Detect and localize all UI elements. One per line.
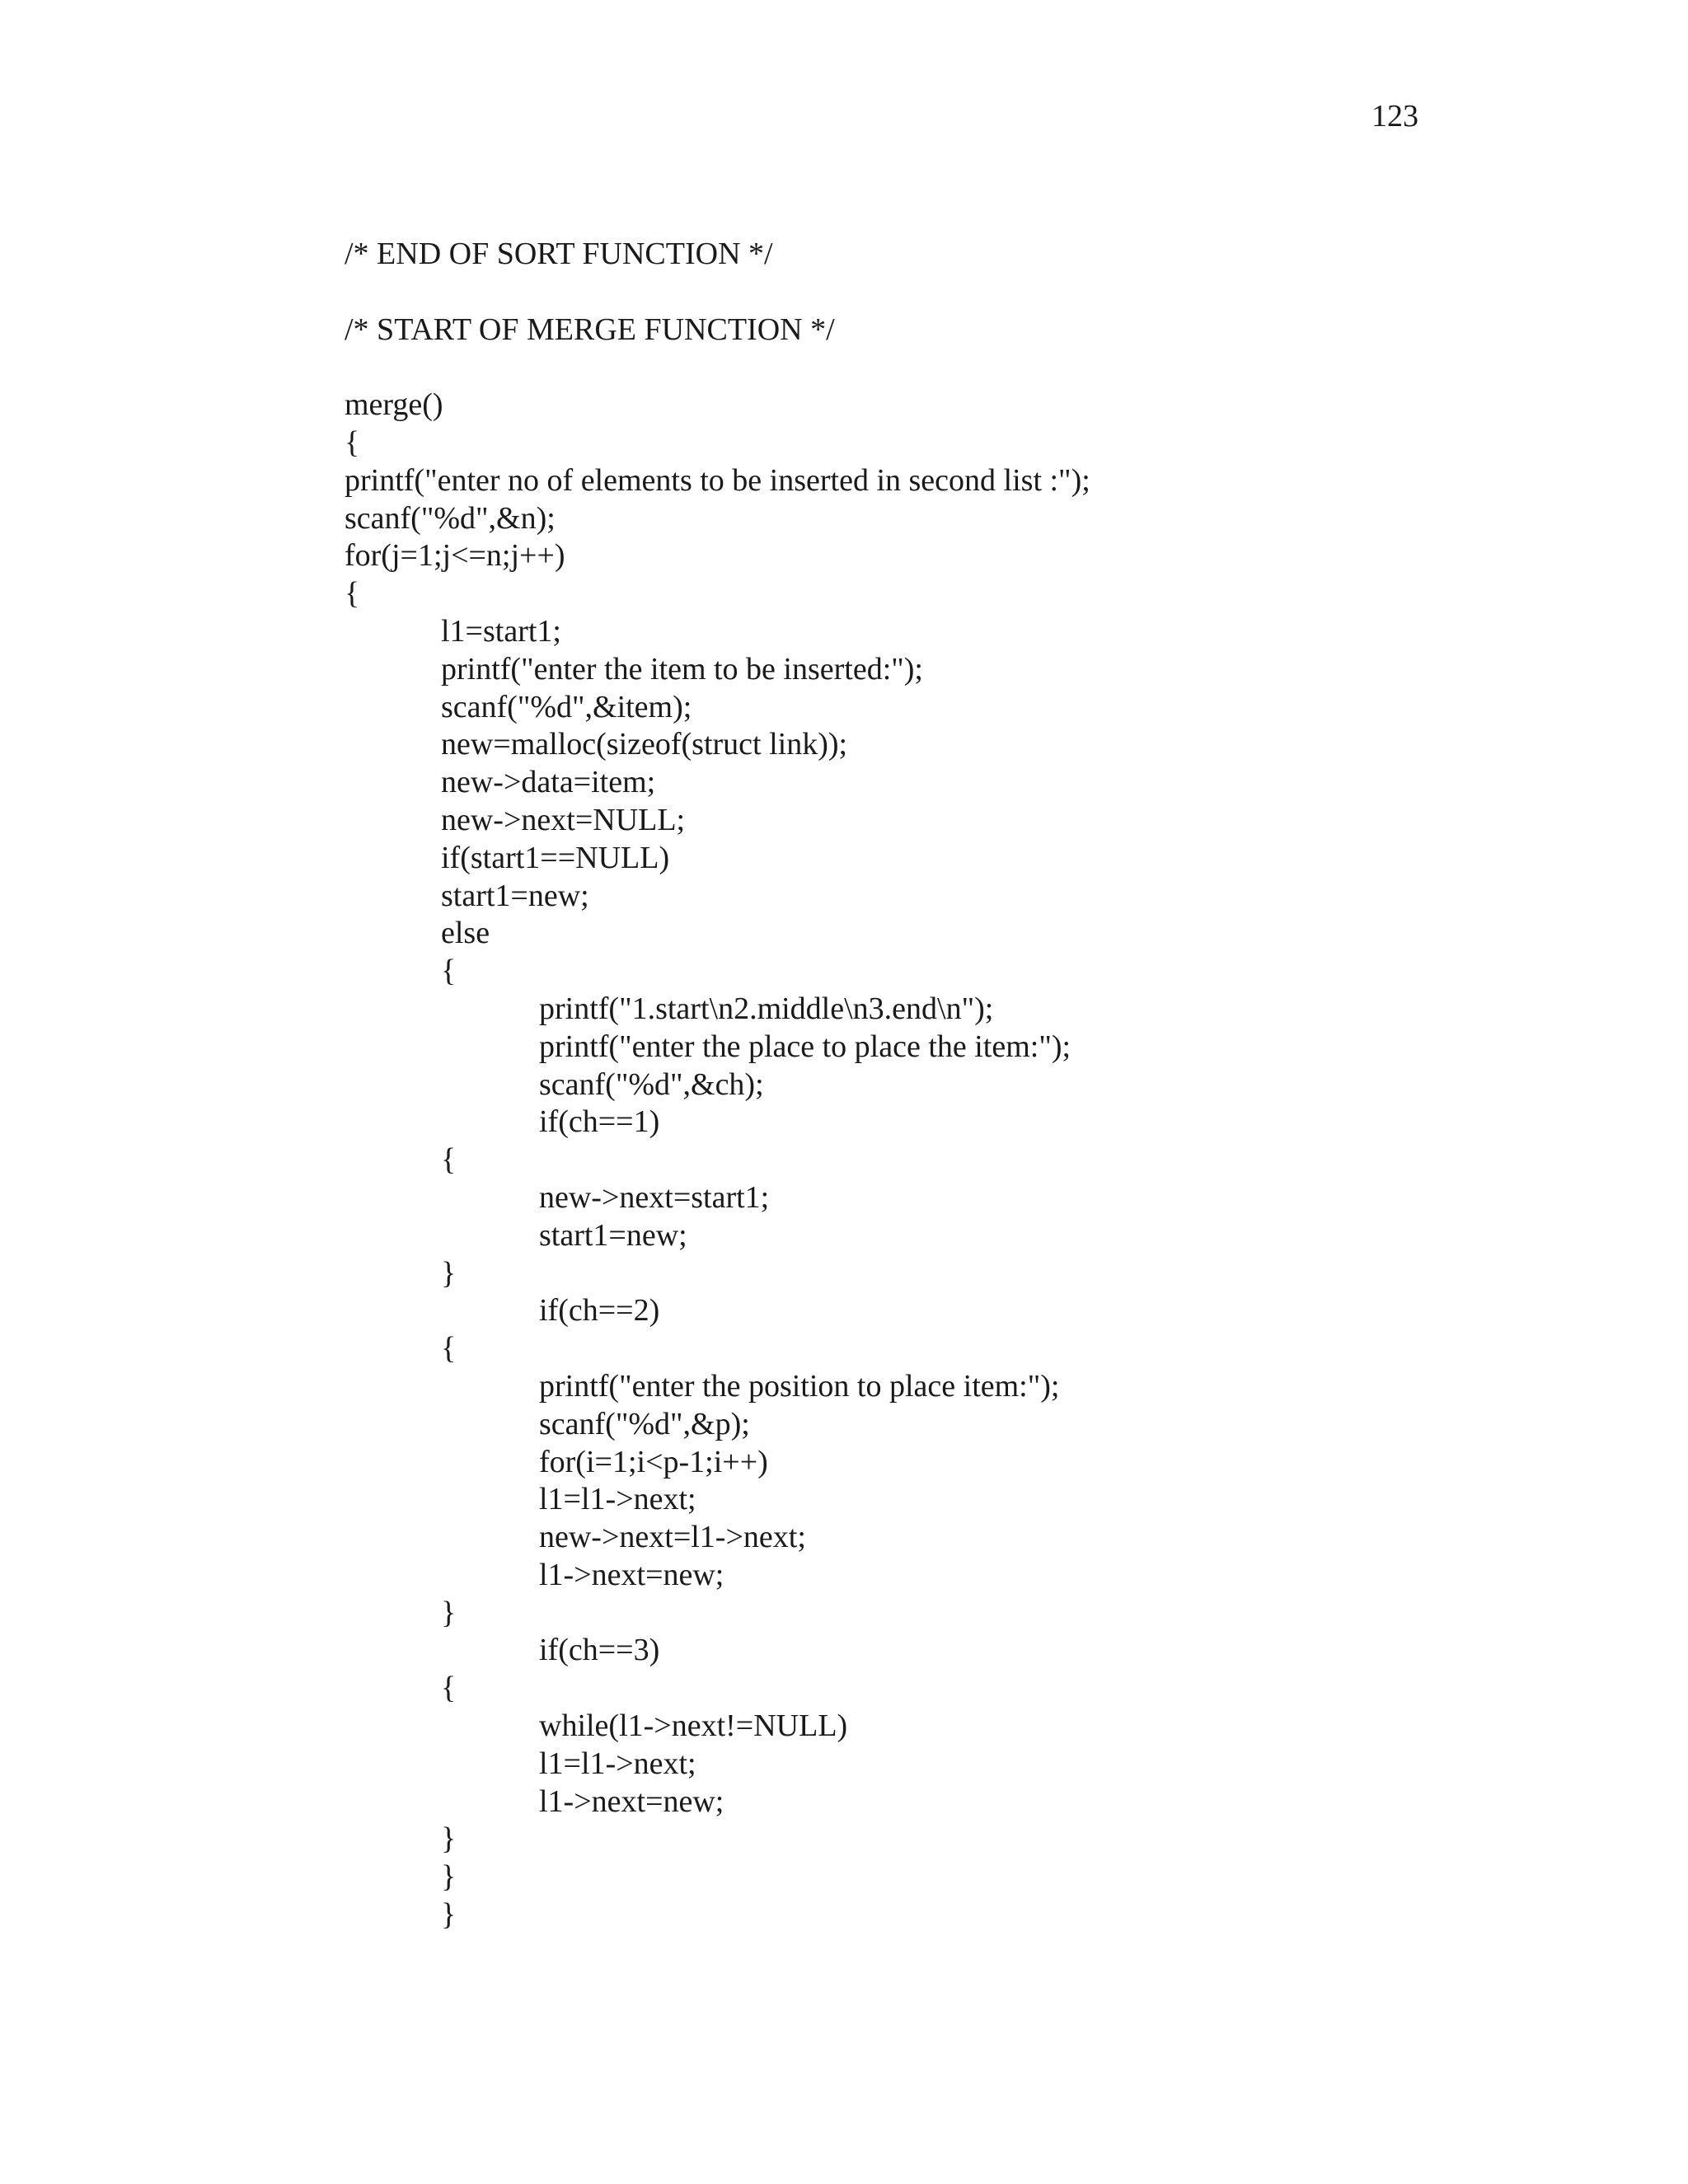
code-line: /* END OF SORT FUNCTION */ xyxy=(345,237,773,271)
code-line: } xyxy=(441,1255,457,1291)
code-line: for(i=1;i<p-1;i++) xyxy=(539,1444,768,1479)
code-line: printf("enter the item to be inserted:"); xyxy=(441,651,923,687)
code-line: while(l1->next!=NULL) xyxy=(539,1708,848,1744)
code-line: if(ch==1) xyxy=(539,1104,660,1140)
code-line: l1=start1; xyxy=(441,613,561,649)
code-line: l1=l1->next; xyxy=(539,1746,696,1781)
code-line: } xyxy=(441,1897,457,1933)
code-line: printf("enter the position to place item:"); xyxy=(539,1368,1060,1404)
code-line: start1=new; xyxy=(539,1217,687,1253)
code-line: { xyxy=(441,1331,457,1366)
code-line: printf("enter no of elements to be inserted in second list :"); xyxy=(345,462,1090,498)
code-line: } xyxy=(441,1821,457,1857)
code-line: printf("1.start\n2.middle\n3.end\n"); xyxy=(539,991,994,1026)
code-line: scanf("%d",&n); xyxy=(345,500,556,536)
code-line: l1->next=new; xyxy=(539,1557,724,1592)
code-line: new->next=l1->next; xyxy=(539,1520,806,1555)
code-line: { xyxy=(441,954,457,989)
code-line: } xyxy=(441,1859,457,1895)
code-line: for(j=1;j<=n;j++) xyxy=(345,538,565,574)
code-line: printf("enter the place to place the item:"); xyxy=(539,1029,1071,1064)
code-line: new->next=start1; xyxy=(539,1179,770,1215)
code-line: scanf("%d",&ch); xyxy=(539,1066,764,1102)
page-number: 123 xyxy=(1372,99,1418,134)
code-line: start1=new; xyxy=(441,878,589,913)
code-listing xyxy=(345,236,1581,1934)
blank-line xyxy=(345,274,1581,312)
code-line: new=malloc(sizeof(struct link)); xyxy=(441,727,848,762)
code-line: { xyxy=(345,576,360,612)
code-line: else xyxy=(441,916,490,951)
code-line: merge() xyxy=(345,387,443,423)
code-line: /* START OF MERGE FUNCTION */ xyxy=(345,312,835,347)
code-line: l1=l1->next; xyxy=(539,1482,696,1517)
code-line: new->next=NULL; xyxy=(441,802,686,837)
code-line: scanf("%d",&p); xyxy=(539,1406,750,1441)
code-line: { xyxy=(441,1142,457,1178)
code-line: scanf("%d",&item); xyxy=(441,689,692,724)
code-line: } xyxy=(441,1595,457,1630)
code-line: if(start1==NULL) xyxy=(441,840,670,875)
blank-line xyxy=(345,349,1581,387)
code-line: { xyxy=(441,1671,457,1706)
code-line: if(ch==2) xyxy=(539,1293,660,1329)
code-line: if(ch==3) xyxy=(539,1633,660,1668)
code-line: l1->next=new; xyxy=(539,1783,724,1819)
code-line: { xyxy=(345,424,360,460)
code-line: new->data=item; xyxy=(441,765,656,800)
